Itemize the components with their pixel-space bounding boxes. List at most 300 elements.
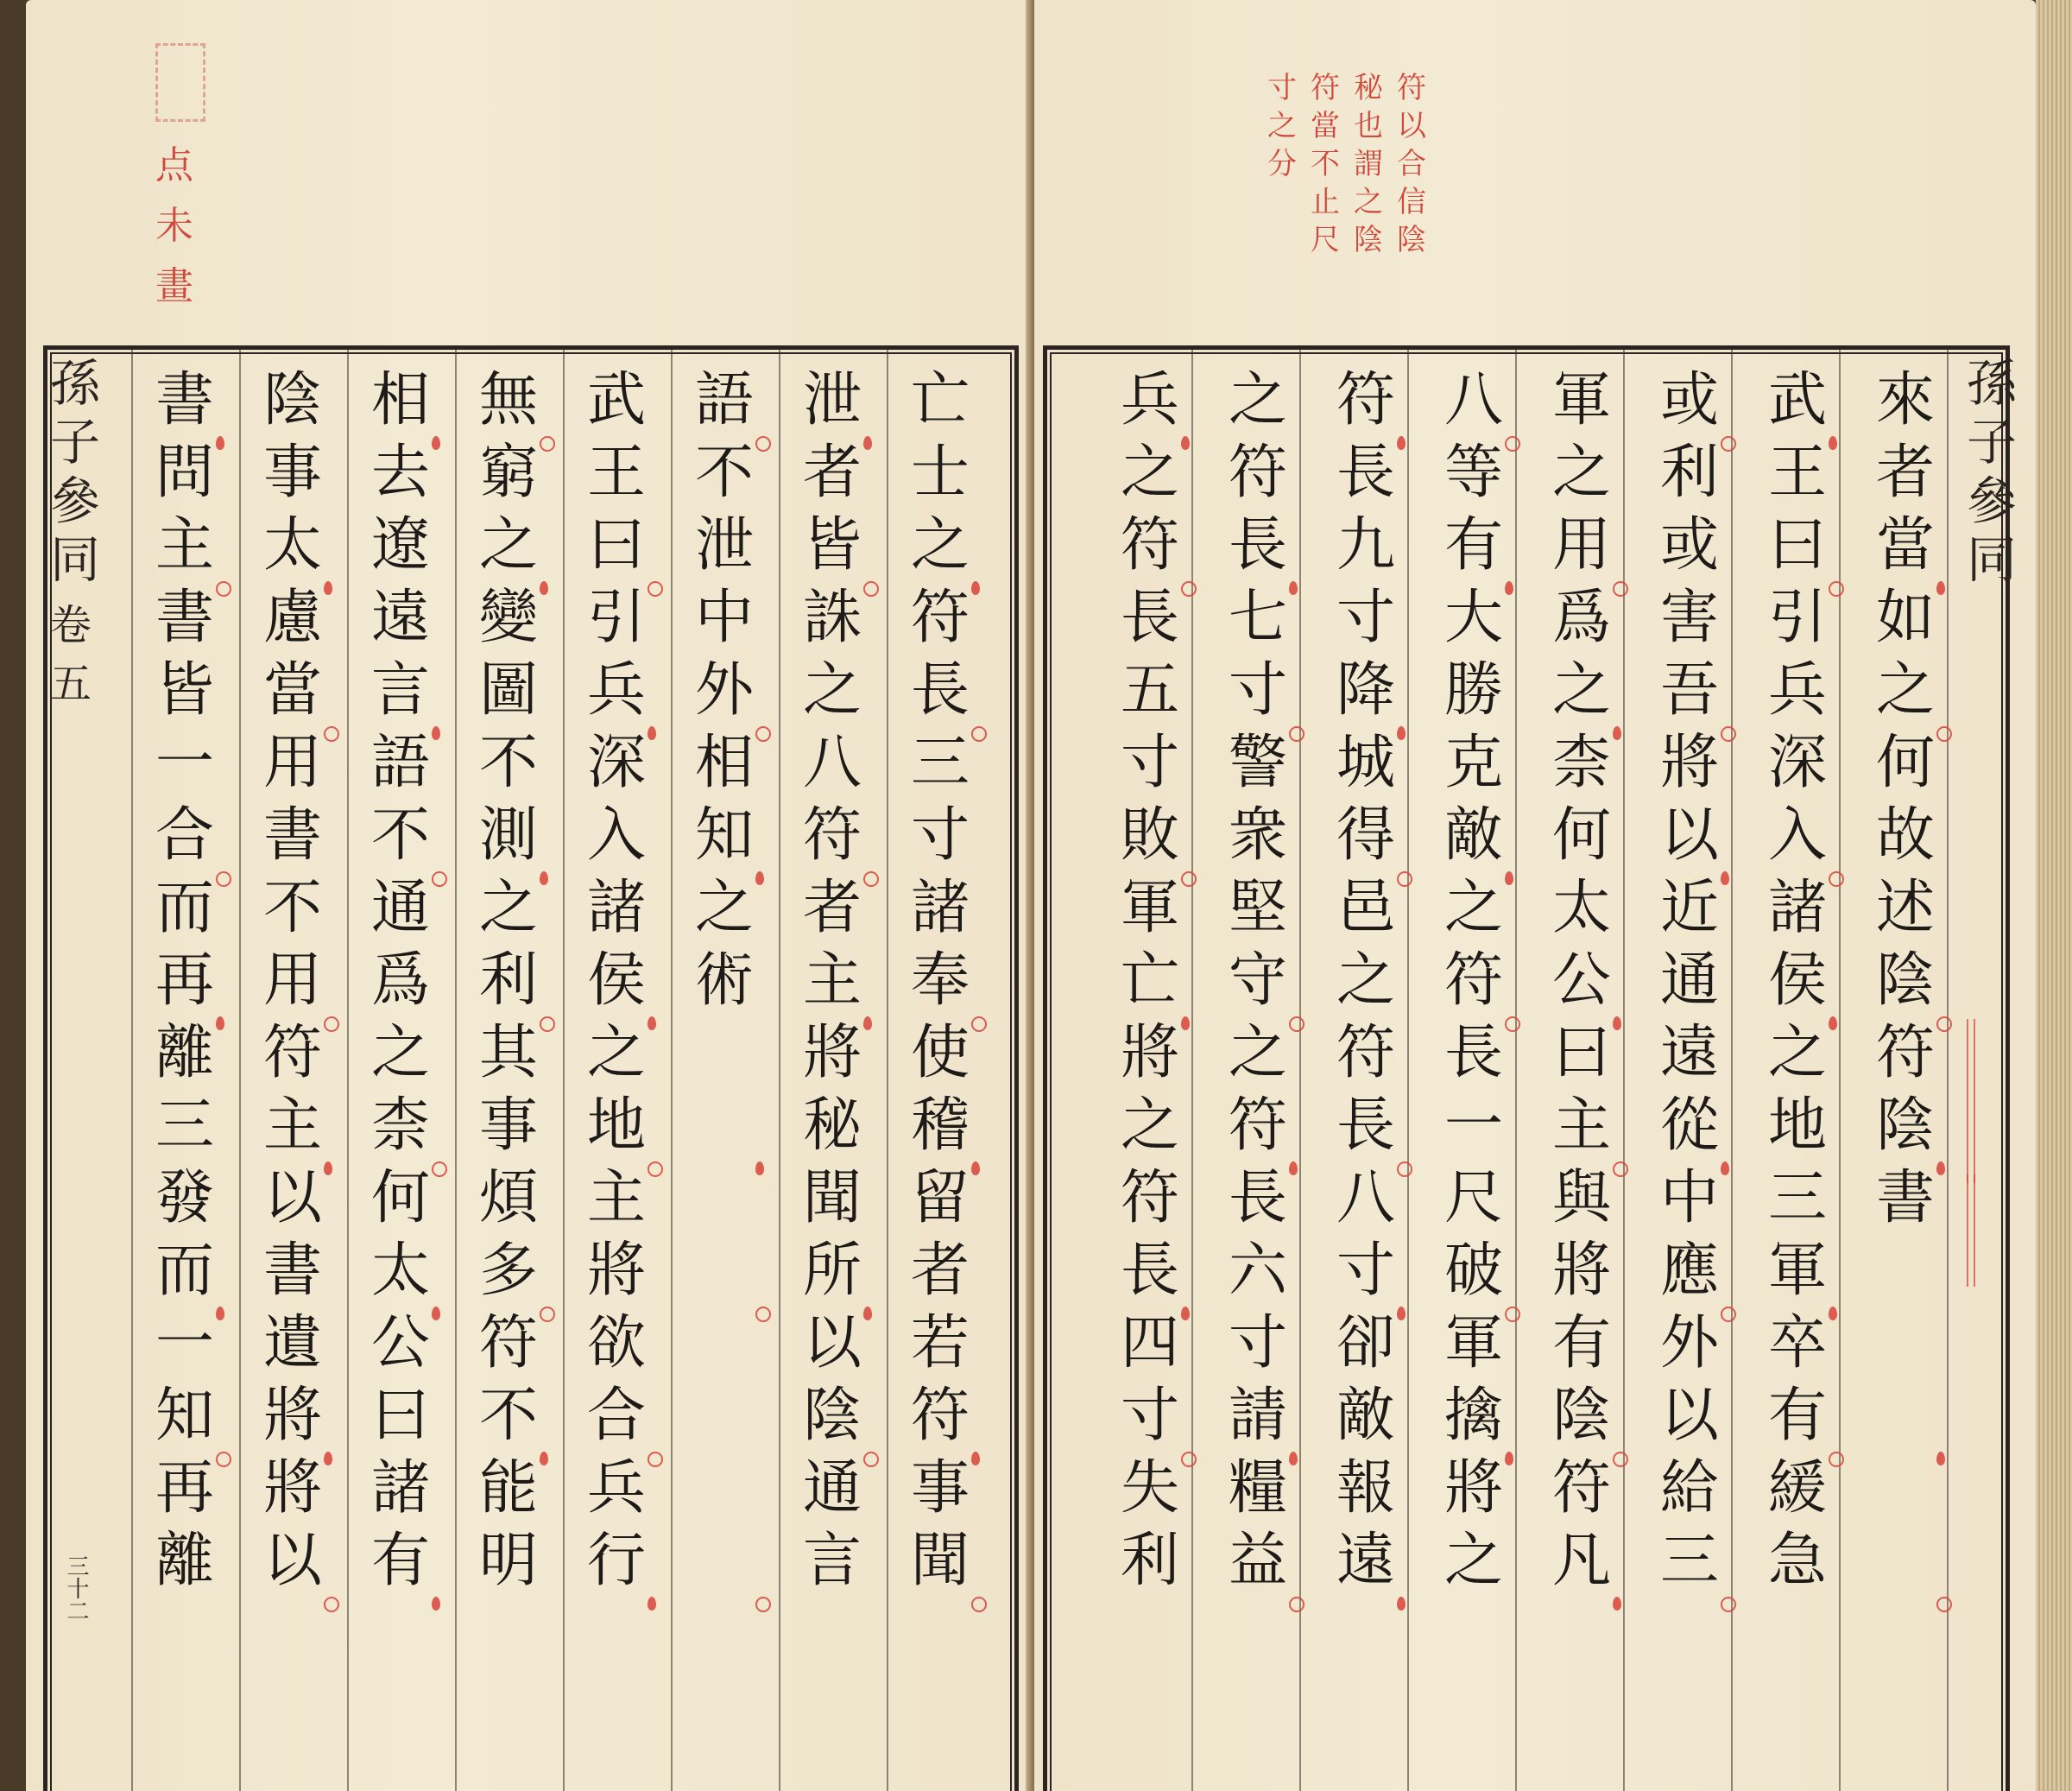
- punctuation-mark: [1181, 1016, 1190, 1030]
- glyph: 三: [1768, 1164, 1828, 1232]
- punctuation-mark: [648, 1161, 663, 1177]
- glyph: 益: [1229, 1527, 1288, 1595]
- glyph: 言: [371, 656, 431, 725]
- glyph: 秘: [1354, 71, 1383, 105]
- glyph: 留: [911, 1164, 970, 1232]
- punctuation-mark: [1613, 1452, 1628, 1467]
- glyph: 侯: [1768, 946, 1828, 1015]
- punctuation-mark: [1721, 1161, 1729, 1175]
- punctuation-mark: [1829, 1016, 1837, 1030]
- column-rule: [131, 350, 133, 1791]
- glyph: 諸: [587, 874, 647, 942]
- glyph: 書: [155, 584, 215, 652]
- glyph: 寸: [911, 801, 970, 870]
- punctuation-mark: [1289, 1016, 1304, 1032]
- punctuation-mark: [1181, 871, 1197, 887]
- glyph: 將: [803, 1019, 862, 1087]
- glyph: 曰: [587, 511, 647, 579]
- glyph: 將: [1552, 1237, 1612, 1305]
- glyph: 言: [803, 1527, 862, 1595]
- title-glyph: 同: [50, 530, 101, 589]
- column-rule: [1515, 350, 1517, 1791]
- punctuation-mark: [216, 1452, 231, 1467]
- glyph: 公: [371, 1309, 431, 1377]
- glyph: 誅: [803, 584, 862, 652]
- text-column-right-1: [1876, 366, 1936, 1242]
- glyph: 應: [1660, 1237, 1720, 1305]
- punctuation-mark: [1505, 1016, 1520, 1032]
- glyph: 中: [1660, 1164, 1720, 1232]
- page-number: 三十二: [63, 1554, 89, 1622]
- glyph: 與: [1552, 1164, 1612, 1232]
- punctuation-mark: [1829, 1452, 1844, 1467]
- glyph: 所: [803, 1237, 862, 1305]
- glyph: 之: [911, 511, 970, 579]
- glyph: 入: [587, 801, 647, 870]
- punctuation-mark: [1505, 1452, 1513, 1465]
- title-glyph: 同: [1967, 530, 2018, 589]
- glyph: 柰: [371, 1092, 431, 1160]
- glyph: 語: [371, 729, 431, 797]
- glyph: 測: [479, 801, 539, 870]
- glyph: 合: [1397, 147, 1426, 181]
- text-column-left-5: [479, 366, 539, 1604]
- glyph: 知: [155, 1382, 215, 1450]
- punctuation-mark: [1289, 1452, 1298, 1465]
- glyph: 從: [1660, 1092, 1720, 1160]
- punctuation-mark: [540, 436, 555, 452]
- glyph: 中: [695, 584, 755, 652]
- glyph: 一: [155, 1309, 215, 1377]
- punctuation-mark: [1289, 1161, 1298, 1175]
- glyph: 侯: [587, 946, 647, 1015]
- glyph: 太: [1552, 874, 1612, 942]
- punctuation-mark: [1397, 871, 1412, 887]
- glyph: 符: [1876, 1019, 1936, 1087]
- punctuation-mark: [432, 1161, 447, 1177]
- glyph: 者: [911, 1237, 970, 1305]
- glyph: 衆: [1229, 801, 1288, 870]
- glyph: 曰: [1768, 511, 1828, 579]
- glyph: 符: [1444, 946, 1504, 1015]
- glyph: 寸: [1336, 584, 1396, 652]
- punctuation-mark: [1613, 726, 1621, 740]
- glyph: 將: [587, 1237, 647, 1305]
- glyph: 書: [263, 801, 323, 870]
- column-rule: [1839, 350, 1841, 1791]
- glyph: 不: [479, 729, 539, 797]
- punctuation-mark: [540, 581, 548, 595]
- glyph: 有: [1552, 1309, 1612, 1377]
- punctuation-mark: [648, 1597, 656, 1611]
- glyph: 或: [1660, 366, 1720, 434]
- glyph: 多: [479, 1237, 539, 1305]
- glyph: 主: [155, 511, 215, 579]
- glyph: 之: [587, 1019, 647, 1087]
- punctuation-mark: [216, 1307, 224, 1320]
- glyph: 之: [1121, 1092, 1180, 1160]
- punctuation-mark: [648, 1016, 656, 1030]
- glyph: 入: [1768, 801, 1828, 870]
- punctuation-mark: [1829, 871, 1844, 887]
- glyph: 用: [263, 946, 323, 1015]
- glyph: 邑: [1336, 874, 1396, 942]
- annotation-glyph: 未: [155, 204, 193, 248]
- glyph: 將: [1444, 1454, 1504, 1522]
- glyph: 能: [479, 1454, 539, 1522]
- glyph: 也: [1354, 109, 1383, 143]
- punctuation-mark: [1181, 1307, 1190, 1320]
- punctuation-mark: [1613, 1161, 1628, 1177]
- glyph: 者: [1876, 439, 1936, 507]
- page-edges: [2036, 0, 2072, 1791]
- glyph: 卒: [1768, 1309, 1828, 1377]
- glyph: 軍: [1121, 874, 1180, 942]
- glyph: 通: [803, 1454, 862, 1522]
- glyph: 相: [371, 366, 431, 434]
- punctuation-mark: [1397, 726, 1406, 740]
- punctuation-mark: [971, 581, 980, 595]
- glyph: 合: [587, 1382, 647, 1450]
- glyph: 四: [1121, 1309, 1180, 1377]
- glyph: 引: [1768, 584, 1828, 652]
- glyph: 謂: [1354, 147, 1383, 181]
- text-column-left-3: [695, 366, 755, 1024]
- glyph: 事: [263, 439, 323, 507]
- glyph: 急: [1768, 1527, 1828, 1595]
- text-column-right-2: [1768, 366, 1828, 1604]
- glyph: 寸: [1121, 1382, 1180, 1450]
- glyph: 軍: [1552, 366, 1612, 434]
- glyph: 何: [1552, 801, 1612, 870]
- column-rule: [239, 350, 241, 1791]
- glyph: 諸: [1768, 874, 1828, 942]
- punctuation-mark: [648, 1452, 663, 1467]
- glyph: 兵: [1121, 366, 1180, 434]
- punctuation-mark: [1289, 726, 1304, 742]
- proper-noun-mark: [1967, 1019, 1975, 1183]
- punctuation-mark: [1397, 436, 1406, 450]
- punctuation-mark: [1936, 1597, 1952, 1612]
- glyph: 之: [803, 656, 862, 725]
- glyph: 將: [1660, 729, 1720, 797]
- punctuation-mark: [863, 436, 872, 450]
- punctuation-mark: [1181, 581, 1197, 597]
- glyph: 深: [1768, 729, 1828, 797]
- glyph: 之: [371, 1019, 431, 1087]
- glyph: 當: [1311, 109, 1340, 143]
- glyph: 何: [371, 1164, 431, 1232]
- glyph: 兵: [587, 656, 647, 725]
- glyph: 之: [1768, 1019, 1828, 1087]
- glyph: 亡: [1121, 946, 1180, 1015]
- punctuation-mark: [971, 726, 987, 742]
- glyph: 長: [1229, 511, 1288, 579]
- glyph: 長: [1229, 1164, 1288, 1232]
- punctuation-mark: [1505, 1307, 1520, 1322]
- glyph: 堅: [1229, 874, 1288, 942]
- faded-stamp: [155, 43, 205, 122]
- punctuation-mark: [755, 726, 771, 742]
- glyph: 有: [1768, 1382, 1828, 1450]
- glyph: 陰: [1876, 1092, 1936, 1160]
- glyph: 之: [1876, 656, 1936, 725]
- punctuation-mark: [1613, 1597, 1621, 1611]
- glyph: 太: [371, 1237, 431, 1305]
- glyph: 軍: [1768, 1237, 1828, 1305]
- glyph: 不: [263, 874, 323, 942]
- glyph: 遺: [263, 1309, 323, 1377]
- glyph: 柰: [1552, 729, 1612, 797]
- text-column-right-3: [1660, 366, 1720, 1604]
- title-glyph: 孫: [1967, 354, 2018, 413]
- right-text-frame: [1043, 345, 2010, 1791]
- glyph: 深: [587, 729, 647, 797]
- glyph: 去: [371, 439, 431, 507]
- column-rule: [1947, 350, 1949, 1791]
- glyph: 一: [155, 729, 215, 797]
- right-center-title: [1967, 354, 2018, 593]
- glyph: 符: [1229, 439, 1288, 507]
- glyph: 兵: [587, 1454, 647, 1522]
- glyph: 長: [1444, 1019, 1504, 1087]
- glyph: 武: [1768, 366, 1828, 434]
- glyph: 諸: [911, 874, 970, 942]
- punctuation-mark: [432, 871, 447, 887]
- glyph: 符: [1336, 1019, 1396, 1087]
- glyph: 三: [155, 1092, 215, 1160]
- glyph: 主: [587, 1164, 647, 1232]
- punctuation-mark: [1936, 1161, 1945, 1175]
- glyph: 吾: [1660, 656, 1720, 725]
- punctuation-mark: [1181, 1452, 1197, 1467]
- glyph: 外: [695, 656, 755, 725]
- marginal-note-column-1: [1397, 73, 1426, 263]
- text-column-left-6: [371, 366, 431, 1604]
- glyph: 失: [1121, 1454, 1180, 1522]
- title-glyph: 子: [50, 413, 101, 471]
- text-column-left-4: [587, 366, 647, 1604]
- punctuation-mark: [1936, 1016, 1952, 1032]
- glyph: 之: [1552, 656, 1612, 725]
- glyph: 再: [155, 1454, 215, 1522]
- glyph: 者: [803, 874, 862, 942]
- glyph: 三: [1660, 1527, 1720, 1595]
- glyph: 分: [1267, 147, 1297, 181]
- glyph: 凡: [1552, 1527, 1612, 1595]
- glyph: 一: [1444, 1092, 1504, 1160]
- glyph: 不: [695, 439, 755, 507]
- glyph: 語: [695, 366, 755, 434]
- glyph: 八: [1336, 1164, 1396, 1232]
- glyph: 以: [263, 1164, 323, 1232]
- glyph: 陰: [1552, 1382, 1612, 1450]
- glyph: 亡: [911, 366, 970, 434]
- glyph: 事: [911, 1454, 970, 1522]
- glyph: 給: [1660, 1454, 1720, 1522]
- column-rule: [347, 350, 349, 1791]
- punctuation-mark: [216, 436, 224, 450]
- glyph: 符: [1552, 1454, 1612, 1522]
- glyph: 泄: [803, 366, 862, 434]
- column-rule: [1299, 350, 1301, 1791]
- glyph: 利: [1121, 1527, 1180, 1595]
- punctuation-mark: [971, 1452, 980, 1465]
- glyph: 敵: [1444, 801, 1504, 870]
- text-column-right-6: [1336, 366, 1396, 1604]
- punctuation-mark: [1397, 1307, 1406, 1320]
- text-column-left-7: [263, 366, 323, 1604]
- punctuation-mark: [1505, 871, 1513, 885]
- glyph: 王: [1768, 439, 1828, 507]
- glyph: 來: [1876, 366, 1936, 434]
- punctuation-mark: [755, 1161, 764, 1175]
- glyph: 長: [911, 656, 970, 725]
- glyph: 王: [587, 439, 647, 507]
- glyph: 陰: [1397, 223, 1426, 257]
- punctuation-mark: [971, 1597, 987, 1612]
- punctuation-mark: [971, 1016, 987, 1032]
- punctuation-mark: [863, 1452, 879, 1467]
- glyph: 陰: [263, 366, 323, 434]
- glyph: 地: [1768, 1092, 1828, 1160]
- title-glyph: 參: [1967, 471, 2018, 530]
- glyph: 陰: [1354, 223, 1383, 257]
- column-rule: [671, 350, 673, 1791]
- glyph: 以: [1660, 1382, 1720, 1450]
- punctuation-mark: [755, 1597, 771, 1612]
- glyph: 書: [155, 366, 215, 434]
- glyph: 用: [263, 729, 323, 797]
- glyph: 發: [155, 1164, 215, 1232]
- glyph: 城: [1336, 729, 1396, 797]
- glyph: 離: [155, 1019, 215, 1087]
- glyph: 三: [911, 729, 970, 797]
- glyph: 聞: [803, 1164, 862, 1232]
- glyph: 害: [1660, 584, 1720, 652]
- glyph: 請: [1229, 1382, 1288, 1450]
- glyph: 有: [371, 1527, 431, 1595]
- glyph: 九: [1336, 511, 1396, 579]
- glyph: 八: [1444, 366, 1504, 434]
- glyph: 者: [803, 439, 862, 507]
- glyph: 寸: [1267, 71, 1297, 105]
- glyph: 五: [1121, 656, 1180, 725]
- glyph: 其: [479, 1019, 539, 1087]
- glyph: 武: [587, 366, 647, 434]
- title-glyph: 孫: [50, 354, 101, 413]
- glyph: 爲: [371, 946, 431, 1015]
- glyph: 當: [263, 656, 323, 725]
- punctuation-mark: [863, 1307, 872, 1320]
- title-glyph: 參: [50, 471, 101, 530]
- glyph: 兵: [1768, 656, 1828, 725]
- glyph: 寸: [1336, 1237, 1396, 1305]
- punctuation-mark: [216, 871, 231, 887]
- marginal-note-column-4: [1267, 73, 1297, 187]
- glyph: 之: [1229, 366, 1288, 434]
- glyph: 相: [695, 729, 755, 797]
- punctuation-mark: [432, 726, 440, 740]
- title-glyph: 子: [1967, 413, 2018, 471]
- glyph: 符: [911, 1382, 970, 1450]
- column-rule: [1731, 350, 1733, 1791]
- text-column-right-7: [1229, 366, 1288, 1604]
- marginal-note-column-3: [1311, 73, 1340, 263]
- punctuation-mark: [1289, 581, 1298, 595]
- glyph: 敗: [1121, 801, 1180, 870]
- glyph: 主: [263, 1092, 323, 1160]
- glyph: 符: [1121, 1164, 1180, 1232]
- punctuation-mark: [971, 1161, 980, 1175]
- glyph: 通: [1660, 946, 1720, 1015]
- glyph: 八: [803, 729, 862, 797]
- punctuation-mark: [540, 1307, 555, 1322]
- glyph: 擒: [1444, 1382, 1504, 1450]
- glyph: 符: [803, 801, 862, 870]
- left-center-volume: [50, 601, 92, 722]
- glyph: 寸: [1229, 1309, 1288, 1377]
- glyph: 敵: [1336, 1382, 1396, 1450]
- punctuation-mark: [540, 1016, 555, 1032]
- punctuation-mark: [324, 726, 339, 742]
- glyph: 太: [263, 511, 323, 579]
- glyph: 變: [479, 584, 539, 652]
- glyph: 無: [479, 366, 539, 434]
- glyph: 之: [479, 511, 539, 579]
- glyph: 士: [911, 439, 970, 507]
- glyph: 何: [1876, 729, 1936, 797]
- glyph: 爲: [1552, 584, 1612, 652]
- text-column-right-4: [1552, 366, 1612, 1604]
- glyph: 離: [155, 1527, 215, 1595]
- glyph: 緩: [1768, 1454, 1828, 1522]
- punctuation-mark: [1936, 1452, 1945, 1465]
- glyph: 警: [1229, 729, 1288, 797]
- glyph: 尺: [1311, 223, 1340, 257]
- glyph: 之: [1444, 874, 1504, 942]
- glyph: 遠: [371, 584, 431, 652]
- punctuation-mark: [540, 1452, 548, 1465]
- glyph: 若: [911, 1309, 970, 1377]
- volume-glyph: 卷: [50, 601, 92, 649]
- glyph: 符: [911, 584, 970, 652]
- right-page: [1034, 0, 2036, 1791]
- glyph: 曰: [371, 1382, 431, 1450]
- glyph: 之: [1444, 1527, 1504, 1595]
- punctuation-mark: [648, 581, 663, 597]
- column-rule: [779, 350, 780, 1791]
- column-rule: [1191, 350, 1193, 1791]
- glyph: 報: [1336, 1454, 1396, 1522]
- punctuation-mark: [1721, 1597, 1736, 1612]
- punctuation-mark: [1829, 1307, 1837, 1320]
- glyph: 主: [803, 946, 862, 1015]
- punctuation-mark: [755, 871, 764, 885]
- glyph: 糧: [1229, 1454, 1288, 1522]
- glyph: 明: [479, 1527, 539, 1595]
- glyph: 皆: [803, 511, 862, 579]
- glyph: 曰: [1552, 1019, 1612, 1087]
- punctuation-mark: [863, 871, 879, 887]
- punctuation-mark: [216, 1016, 224, 1030]
- glyph: 不: [1311, 147, 1340, 181]
- annotation-glyph: 点: [155, 143, 193, 187]
- glyph: 將: [263, 1382, 323, 1450]
- glyph: 再: [155, 946, 215, 1015]
- glyph: 克: [1444, 729, 1504, 797]
- glyph: 煩: [479, 1164, 539, 1232]
